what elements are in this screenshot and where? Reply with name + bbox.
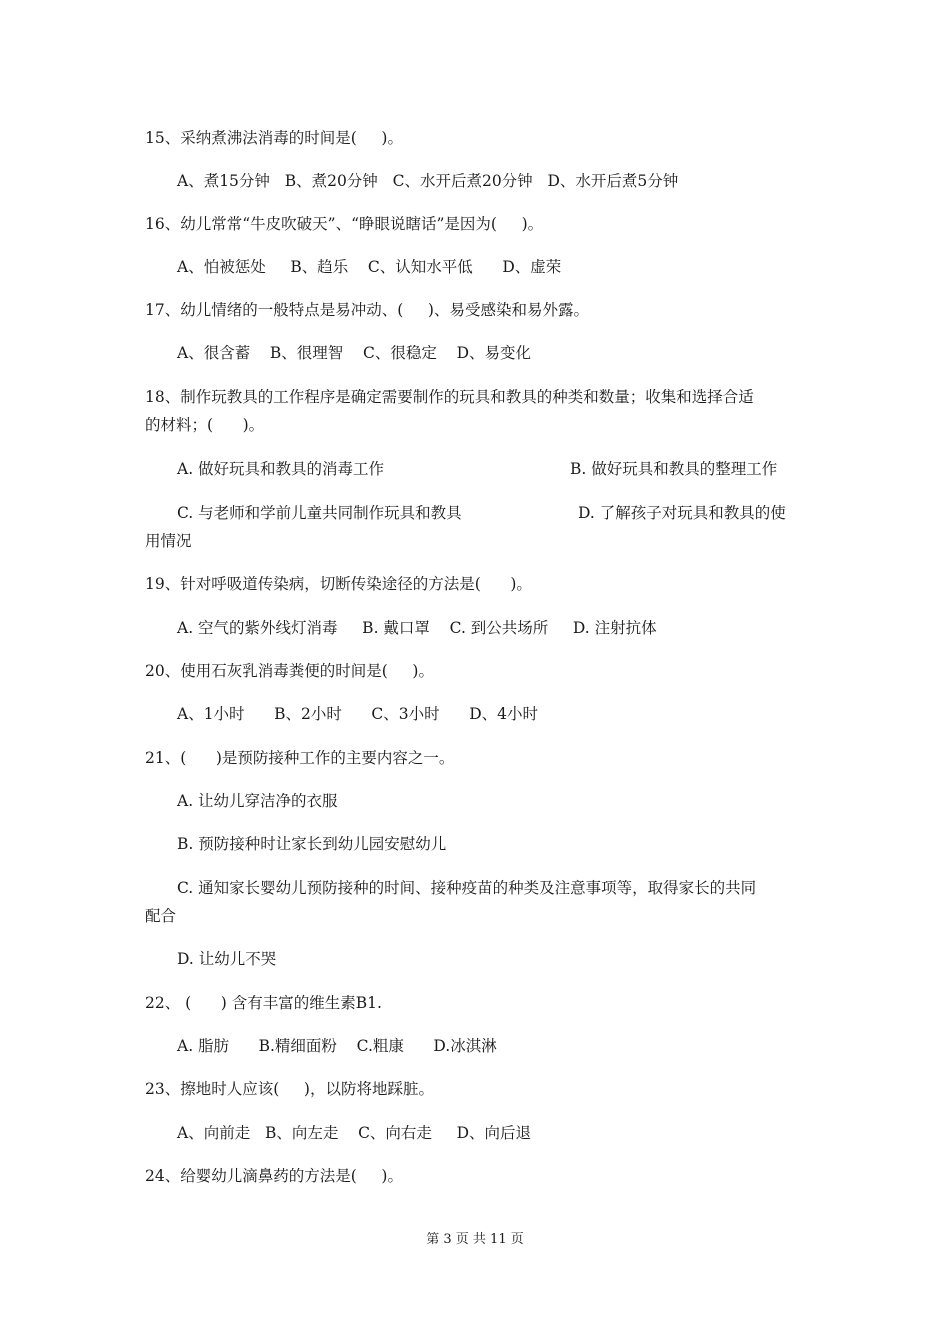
question-21-option-d: D. 让幼儿不哭	[177, 950, 277, 968]
page-number-footer: 第 3 页 共 11 页	[426, 1232, 524, 1247]
question-21-stem: 21、( )是预防接种工作的主要内容之一。	[145, 749, 455, 767]
question-22-stem: 22、 ( ) 含有丰富的维生素B1.	[145, 994, 382, 1012]
question-21-option-b: B. 预防接种时让家长到幼儿园安慰幼儿	[177, 835, 447, 853]
question-19-options: A. 空气的紫外线灯消毒 B. 戴口罩 C. 到公共场所 D. 注射抗体	[177, 619, 657, 637]
question-20-stem: 20、使用石灰乳消毒粪便的时间是( )。	[145, 662, 434, 680]
question-19-stem: 19、针对呼吸道传染病，切断传染途径的方法是( )。	[145, 575, 532, 593]
question-22-options: A. 脂肪 B.精细面粉 C.粗康 D.冰淇淋	[177, 1037, 497, 1055]
question-18-option-b: B. 做好玩具和教具的整理工作	[570, 460, 778, 478]
question-18-stem-line2: 的材料；( )。	[145, 416, 265, 434]
question-23-options: A、向前走 B、向左走 C、向右走 D、向后退	[177, 1124, 531, 1142]
question-24-stem: 24、给婴幼儿滴鼻药的方法是( )。	[145, 1167, 403, 1185]
question-17-options: A、很含蓄 B、很理智 C、很稳定 D、易变化	[177, 344, 531, 362]
question-15-options: A、煮15分钟 B、煮20分钟 C、水开后煮20分钟 D、水开后煮5分钟	[177, 172, 679, 190]
question-18-stem-line1: 18、制作玩教具的工作程序是确定需要制作的玩具和教具的种类和数量；收集和选择合适	[145, 388, 754, 406]
question-21-option-c-line1: C. 通知家长婴幼儿预防接种的时间、接种疫苗的种类及注意事项等，取得家长的共同	[177, 879, 757, 897]
question-18-option-d-continued: 用情况	[145, 532, 192, 550]
question-18-option-d: D. 了解孩子对玩具和教具的使	[578, 504, 786, 522]
question-18-option-c: C. 与老师和学前儿童共同制作玩具和教具	[177, 504, 462, 522]
question-23-stem: 23、擦地时人应该( )，以防将地踩脏。	[145, 1080, 434, 1098]
question-18-option-a: A. 做好玩具和教具的消毒工作	[177, 460, 385, 478]
question-16-stem: 16、幼儿常常“牛皮吹破天”、“睁眼说瞎话”是因为( )。	[145, 215, 544, 233]
question-21-option-c-line2: 配合	[145, 907, 177, 925]
question-16-options: A、怕被惩处 B、趋乐 C、认知水平低 D、虚荣	[177, 258, 562, 276]
question-20-options: A、1小时 B、2小时 C、3小时 D、4小时	[177, 705, 539, 723]
question-21-option-a: A. 让幼儿穿洁净的衣服	[177, 792, 338, 810]
question-17-stem: 17、幼儿情绪的一般特点是易冲动、( )、易受感染和易外露。	[145, 301, 589, 319]
question-15-stem: 15、采纳煮沸法消毒的时间是( )。	[145, 129, 403, 147]
